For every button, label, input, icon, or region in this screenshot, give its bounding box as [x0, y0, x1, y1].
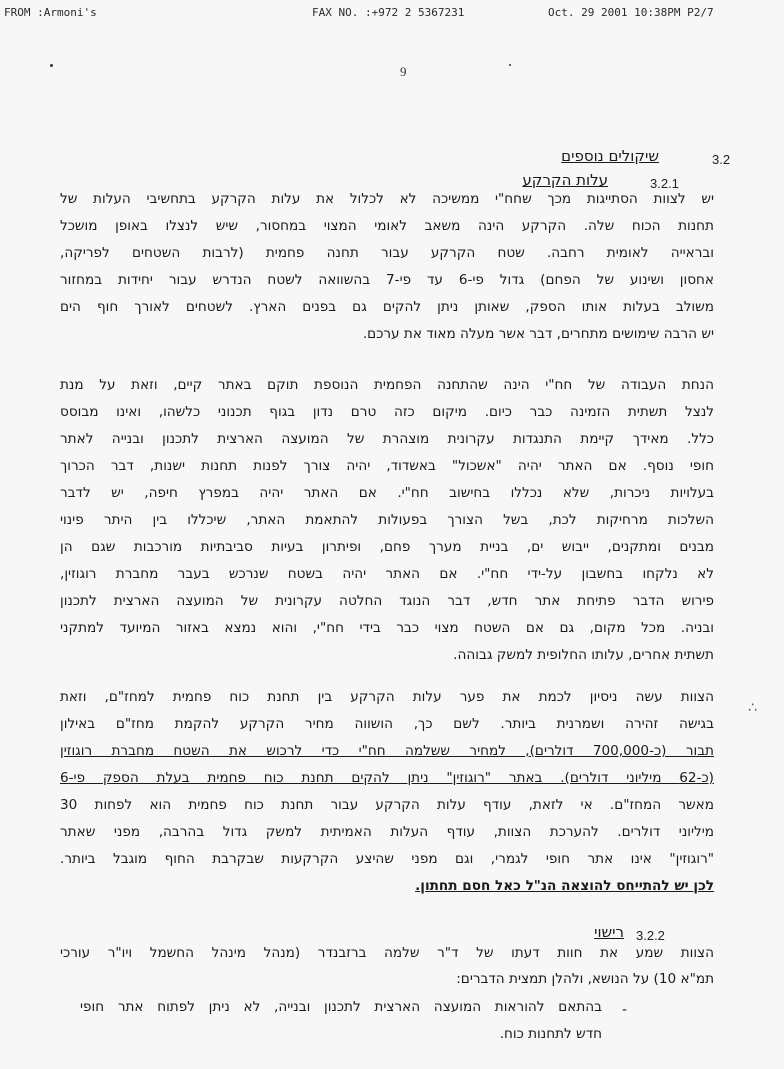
paragraph-line: משולב בעלות אותו הספק, שאותן ניתן להקים גם בפנים הארץ. לשטחים לאורך חוף הים: [60, 299, 714, 315]
section-title: עלות הקרקע: [522, 171, 608, 189]
bullet-line: בהתאם להוראות המועצה הארצית לתכנון ובנייה, לא ניתן לפתוח אתר חופי: [80, 999, 602, 1015]
paragraph-line: יש לצוות הסתייגות מכך שחח"י ממשיכה לא לכלול את עלות הקרקע בתחשיבי העלות של: [60, 191, 714, 207]
paragraph-line: ובראייה לאומית רחבה. שטח הקרקע עבור תחנה פחמית (לרבות השטחים לפריקה,: [60, 245, 714, 261]
paragraph-line: תחנות הכוח שלה. הקרקע הינה משאב לאומי המצוי במחסור, שיש לנצלו באופן מושכל: [60, 218, 714, 234]
paragraph-line: "רוגוזין" אינו אתר חופי לגמרי, וגם מפני שהיצע הקרקעות שבקרבת החוף מוגבל ביותר.: [60, 851, 714, 867]
paragraph-line: לנצל תשתית הזמינה כבר כיום. מיקום כזה טרם נדון בגוף תכנוני כלשהו, ואינו מבוסס: [60, 404, 714, 420]
section-title: שיקולים נוספים: [561, 147, 659, 165]
paragraph-line: אחסון ושינוע של הפחם) גדול פי-6 עד פי-7 בהשוואה לשטח הנדרש עבור יחידות במחזור: [60, 272, 714, 288]
fax-from: FROM :Armoni's: [4, 6, 97, 19]
fax-number: FAX NO. :+972 2 5367231: [312, 6, 465, 19]
bullet-marker: -: [622, 1002, 628, 1018]
paragraph-line: השלכות מרחיקות לכת, בשל הצורך בפעולות להתאמת האתר, שיכללו בין היתר פינוי: [60, 512, 714, 528]
paragraph-line: ובניה. מכל מקום, גם אם השטח מצוי כבר בידי חח"י, והוא נמצא באזור המיועד למתקני: [60, 620, 714, 636]
page-number: 9: [400, 64, 407, 79]
paragraph-line: תמ"א 10) על הנושא, ולהלן תמצית הדברים:: [456, 971, 714, 987]
section-number: 3.2.1: [650, 176, 679, 191]
scan-speck: [50, 64, 53, 67]
paragraph-line: (כ-62 מיליוני דולרים). באתר "רוגוזין" ניתן להקים תחנת כוח פחמית בעלת הספק פי-6: [60, 770, 714, 786]
scan-speck: [509, 64, 511, 66]
paragraph-line: תשתית אחרים, עלותו החלופית למשק גבוהה.: [453, 647, 714, 663]
paragraph-line: לא נלקחו בחשבון על-ידי חח"י. אם האתר יהיה בשטח שנרכש בעבר מחברת רוגוזין,: [60, 566, 714, 582]
paragraph-line: לכן יש להתייחס להוצאה הנ"ל כאל חסם תחתון.: [415, 878, 714, 894]
paragraph-line: מיליוני דולרים. להערכת הצוות, עודף העלות האמיתית למשק גדול בהרבה, מפני שאתר: [60, 824, 714, 840]
section-number: 3.2.2: [636, 928, 665, 943]
section-title: רישוי: [594, 923, 624, 941]
section-number: 3.2: [712, 152, 731, 167]
paragraph-line: חופי נוסף. אם האתר יהיה "אשכול" באשדוד, יהיה צורך לפנות תחנות ישנות, דבר הכרוך: [60, 458, 714, 474]
margin-mark: ∴: [748, 700, 757, 716]
paragraph-line: פירוש הדבר פתיחת אתר חדש, דבר הנוגד החלטה עקרונית של המועצה הארצית לתכנון: [60, 593, 714, 609]
paragraph-line: בעלויות ניכרות, שלא נכללו בחישוב חח"י. אם האתר יהיה במפרץ חיפה, יש לדבר: [60, 485, 714, 501]
paragraph-line: יש הרבה שימושים מתחרים, דבר אשר מעלה מאוד את ערכם.: [362, 326, 714, 342]
paragraph-line: הצוות שמע את חוות דעתו של ד"ר שלמה ברזבנדר (מנהל מינהל החשמל ויו"ר עורכי: [60, 945, 714, 961]
paragraph-line: מאשר המחז"ם. אי לזאת, עודף עלות הקרקע עבור תחנת כוח פחמית הוא לפחות 30: [60, 797, 714, 813]
fax-date-time: Oct. 29 2001 10:38PM P2/7: [548, 6, 714, 19]
paragraph-line: כלל. מאידך קיימת התנגדות עקרונית מוצהרת של המועצה הארצית לתכנון ובנייה לאתר: [60, 431, 714, 447]
bullet-line: חדש לתחנות כוח.: [499, 1026, 602, 1042]
fax-header: [0, 3, 784, 21]
paragraph-line: הנחת העבודה של חח"י הינה שהתחנה הפחמית הנוספת תוקם באתר קיים, וזאת על מנת: [60, 377, 714, 393]
paragraph-line: הצוות עשה ניסיון לכמת את פער עלות הקרקע בין תחנת כוח פחמית למחז"ם, וזאת: [60, 689, 714, 705]
paragraph-line: תבור (כ-700,000 דולרים), למחיר ששלמה חח"י כדי לרכוש את השטח מחברת רוגוזין: [60, 743, 714, 759]
paragraph-line: מבנים ומתקנים, ייבוש ים, בניית מערך פחם, ופיתרון בעיות סביבתיות מורכבות שגם הן: [60, 539, 714, 555]
paragraph-line: בגישה זהירה ושמרנית ביותר. לשם כך, הושווה מחיר הקרקע להקמת מחז"ם באילון: [60, 716, 714, 732]
